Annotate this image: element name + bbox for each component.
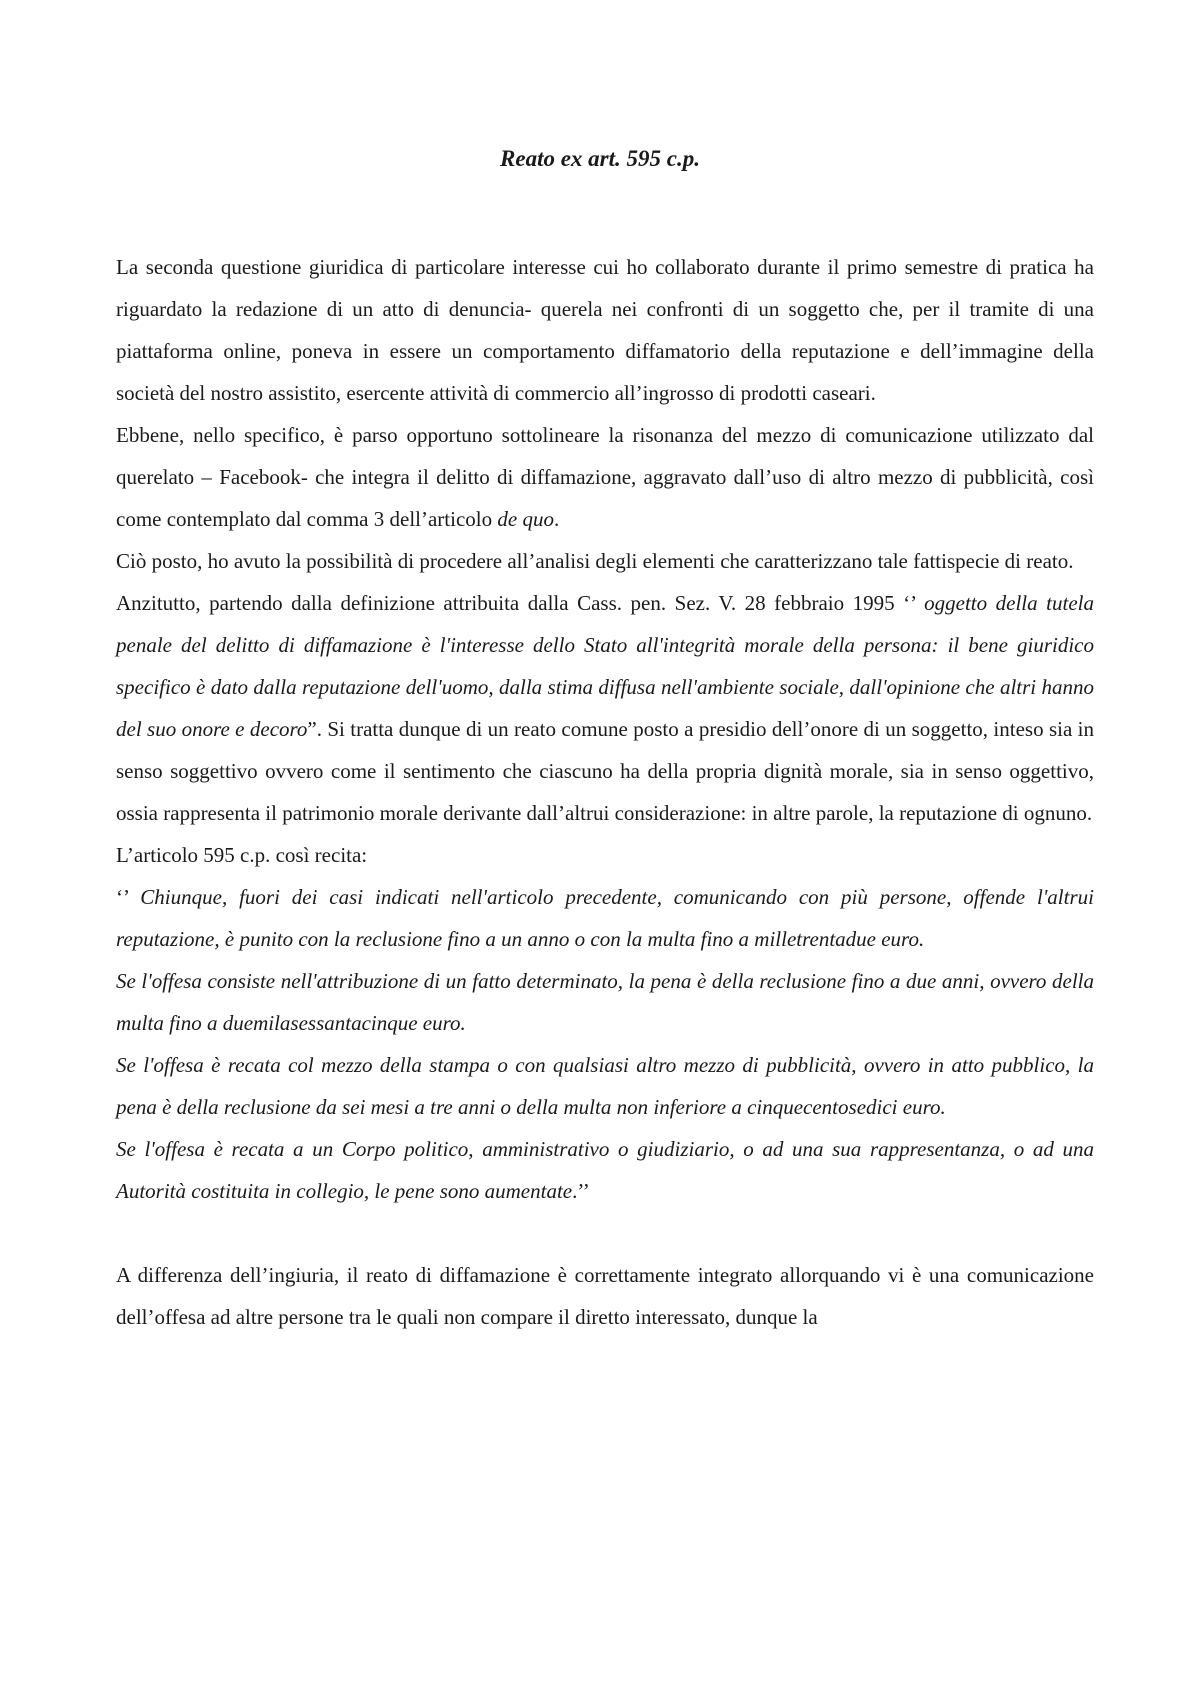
open-quote: ‘’ (116, 885, 141, 909)
paragraph-intro: La seconda questione giuridica di particolare interesse cui ho collaborato durante il primo semestre di pratica ha riguardato la redazione di un atto di denuncia- querela nei confronti di un soggetto che, per il tramite di una piattaforma online, poneva in essere un comportamento diffamatorio della reputazione e dell’immagine della società del nostro assistito, esercente attività di commercio all’ingrosso di prodotti caseari. (116, 255, 1094, 405)
paragraph-analysis: Ciò posto, ho avuto la possibilità di procedere all’analisi degli elementi che caratterizzano tale fattispecie di reato. (116, 549, 1074, 573)
document-title: Reato ex art. 595 c.p. (500, 146, 700, 171)
paragraph-cassazione (116, 582, 1094, 834)
article-clause-4 (116, 1128, 1094, 1212)
paragraph-facebook (116, 414, 1094, 540)
close-quote: .’’ (572, 1179, 590, 1203)
paragraph-facebook-end: . (553, 507, 560, 531)
cassazione-intro: Anzitutto, partendo dalla definizione attribuita dalla Cass. pen. Sez. V. 28 febbraio 1995 ‘’ (116, 591, 925, 615)
article-clause-3: Se l'offesa è recata col mezzo della stampa o con qualsiasi altro mezzo di pubblicità, ovvero in atto pubblico, la pena è della reclusione da sei mesi a tre anni o della multa non inferiore a cinquecentosedici euro. (116, 1053, 1094, 1119)
article-clause-1-text: Chiunque, fuori dei casi indicati nell'articolo precedente, comunicando con più persone, offende l'altrui reputazione, è punito con la reclusione fino a un anno o con la multa fino a milletrentadue euro. (116, 885, 1094, 951)
latin-term: de quo (497, 507, 554, 531)
article-clause-1 (116, 876, 1094, 960)
cassazione-rest: ”. Si tratta dunque di un reato comune posto a presidio dell’onore di un soggetto, inteso sia in senso soggettivo ovvero come il sentimento che ciascuno ha della propria dignità morale, sia in senso oggettivo, ossia rappresenta il patrimonio morale derivante dall’altrui considerazione: in altre parole, la reputazione di ognuno. (116, 717, 1094, 825)
paragraph-article-lead: L’articolo 595 c.p. così recita: (116, 843, 368, 867)
document-body (116, 246, 1094, 1338)
paragraph-facebook-text: Ebbene, nello specifico, è parso opportuno sottolineare la risonanza del mezzo di comunicazione utilizzato dal querelato – Facebook- che integra il delitto di diffamazione, aggravato dall’uso di altro mezzo di pubblicità, così come contemplato dal comma 3 dell’articolo (116, 423, 1094, 531)
article-clause-4-text: Se l'offesa è recata a un Corpo politico, amministrativo o giudiziario, o ad una sua rappresentanza, o ad una Autorità costituita in collegio, le pene sono aumentate (116, 1137, 1094, 1203)
cassazione-quote: oggetto della tutela penale del delitto di diffamazione è l'interesse dello Stato all'integrità morale della persona: il bene giuridico specifico è dato dalla reputazione dell'uomo, dalla stima diffusa nell'ambiente sociale, dall'opinione che altri hanno del suo onore e decoro (116, 591, 1094, 741)
article-clause-2: Se l'offesa consiste nell'attribuzione di un fatto determinato, la pena è della reclusione fino a due anni, ovvero della multa fino a duemilasessantacinque euro. (116, 969, 1094, 1035)
paragraph-spacer (116, 1212, 1094, 1254)
paragraph-ingiuria: A differenza dell’ingiuria, il reato di diffamazione è correttamente integrato allorquando vi è una comunicazione dell’offesa ad altre persone tra le quali non compare il diretto interessato, dunque la (116, 1263, 1094, 1329)
